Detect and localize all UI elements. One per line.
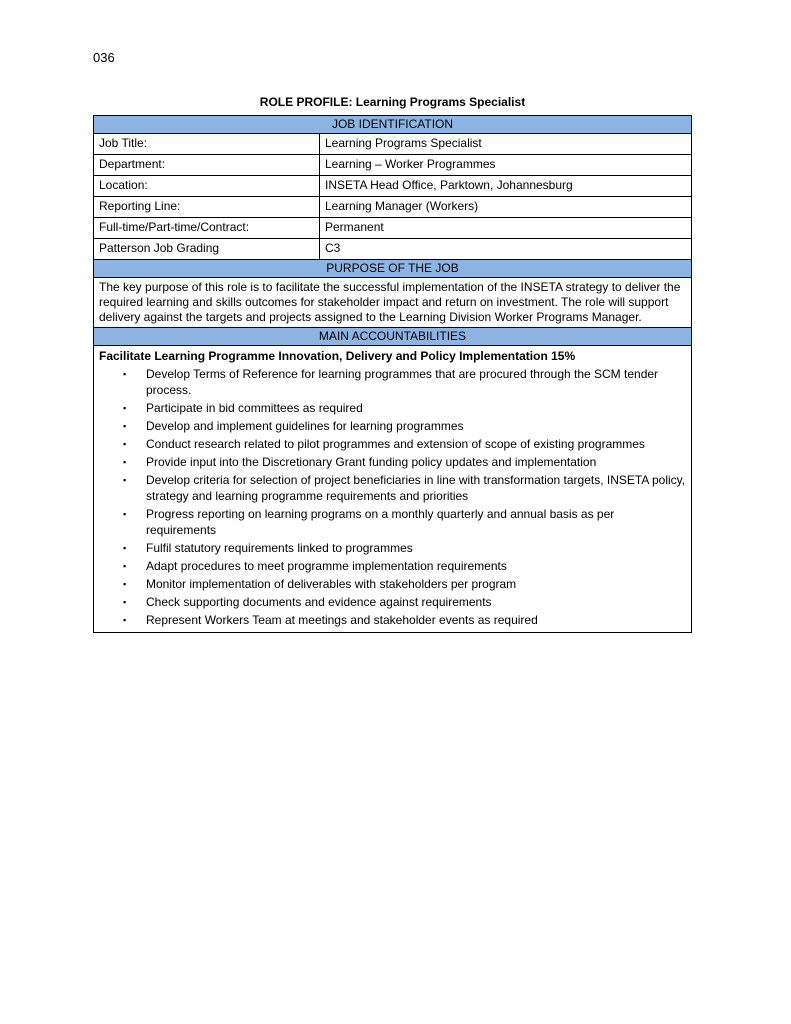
list-item-text: Adapt procedures to meet programme implementation requirements [146,559,507,573]
list-item-text: Monitor implementation of deliverables with stakeholders per program [146,577,517,591]
bullet-icon: ▪ [123,475,127,485]
field-label: Location: [94,176,320,197]
accountabilities-row [94,346,692,633]
bullet-icon: ▪ [123,403,127,413]
field-value: Permanent [320,218,692,239]
bullet-icon: ▪ [123,615,127,625]
accountability-list [99,366,686,628]
list-item [99,454,686,470]
list-item-text: Participate in bid committees as required [146,401,363,415]
accountabilities-cell [94,346,692,633]
purpose-header-row [94,260,692,278]
list-item [99,472,686,504]
list-item [99,366,686,398]
list-item-text: Progress reporting on learning programs on a monthly quarterly and annual basis as per requirements [146,507,615,537]
list-item-text: Represent Workers Team at meetings and stakeholder events as required [146,613,538,627]
page-number: 036 [93,50,115,65]
list-item [99,540,686,556]
list-item [99,436,686,452]
list-item [99,418,686,434]
purpose-header: PURPOSE OF THE JOB [94,260,692,278]
table-row-job-grading [94,239,692,260]
purpose-row [94,278,692,328]
job-identification-header: JOB IDENTIFICATION [94,116,692,134]
field-label: Department: [94,155,320,176]
bullet-icon: ▪ [123,543,127,553]
accountability-heading: Facilitate Learning Programme Innovation, Delivery and Policy Implementation 15% [99,349,576,363]
field-label: Job Title: [94,134,320,155]
accountabilities-header: MAIN ACCOUNTABILITIES [94,328,692,346]
list-item-text: Develop Terms of Reference for learning programmes that are procured through the SCM tender process. [146,367,659,397]
list-item-text: Fulfil statutory requirements linked to programmes [146,541,413,555]
list-item [99,506,686,538]
list-item-text: Develop criteria for selection of project beneficiaries in line with transformation targets, INSETA policy, strategy and learning programme requirements and priorities [146,473,686,503]
table-row-job-title [94,134,692,155]
bullet-icon: ▪ [123,439,127,449]
table-row-location [94,176,692,197]
list-item [99,558,686,574]
field-value: INSETA Head Office, Parktown, Johannesburg [320,176,692,197]
list-item-text: Develop and implement guidelines for learning programmes [146,419,464,433]
table-row-employment-type [94,218,692,239]
list-item [99,594,686,610]
purpose-text: The key purpose of this role is to facilitate the successful implementation of the INSETA strategy to deliver the required learning and skills outcomes for stakeholder impact and return on investment. The role will support delivery against the targets and projects assigned to the Learning Division Worker Programs Manager. [94,278,692,328]
field-label: Reporting Line: [94,197,320,218]
list-item [99,576,686,592]
bullet-icon: ▪ [123,561,127,571]
bullet-icon: ▪ [123,597,127,607]
accountabilities-header-row [94,328,692,346]
bullet-icon: ▪ [123,509,127,519]
table-row-reporting-line [94,197,692,218]
role-profile-table [93,115,692,633]
field-value: Learning Programs Specialist [320,134,692,155]
field-value: Learning – Worker Programmes [320,155,692,176]
job-identification-header-row [94,116,692,134]
list-item [99,612,686,628]
field-label: Patterson Job Grading [94,239,320,260]
list-item-text: Provide input into the Discretionary Grant funding policy updates and implementation [146,455,597,469]
list-item-text: Check supporting documents and evidence against requirements [146,595,492,609]
list-item [99,400,686,416]
field-value: Learning Manager (Workers) [320,197,692,218]
bullet-icon: ▪ [123,369,127,379]
field-label: Full-time/Part-time/Contract: [94,218,320,239]
bullet-icon: ▪ [123,421,127,431]
list-item-text: Conduct research related to pilot programmes and extension of scope of existing programmes [146,437,645,451]
field-value: C3 [320,239,692,260]
table-row-department [94,155,692,176]
bullet-icon: ▪ [123,457,127,467]
document-title: ROLE PROFILE: Learning Programs Specialist [259,95,526,109]
bullet-icon: ▪ [123,579,127,589]
